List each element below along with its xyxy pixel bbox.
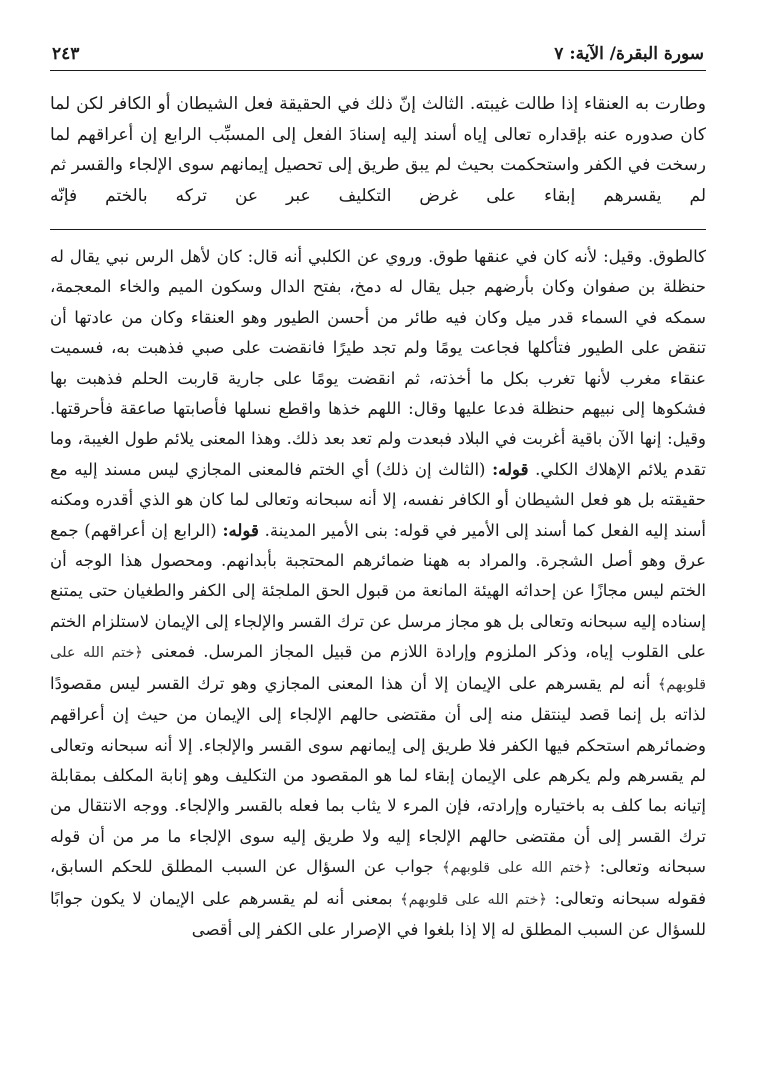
main-text-paragraph: وطارت به العنقاء إذا طالت غيبته. الثالث إنّ ذلك في الحقيقة فعل الشيطان أو الكافر لكن لما كان صدوره عنه بإقداره تعالى إياه أسند إليه إسنادَ الفعل إلى المسبِّب الرابع إن أعراقهم لما رسخت في الكفر واستحكمت بحيث لم يبق طريق إلى تحصيل إيمانهم سوى الإلجاء والقسر ثم لم يقسرهم إبقاء على غرض التكليف عبر عن تركه بالختم فإنّه (50, 94, 706, 206)
quran-quote-3: ﴿ختم الله على قلوبهم﴾ (400, 891, 547, 908)
qawluh-label-2: قوله: (222, 520, 259, 540)
surah-title: سورة البقرة/ الآية: ٧ (554, 44, 704, 64)
commentary-paragraph (50, 242, 706, 945)
commentary-text-3: (الرابع إن أعراقهم) جمع عرق وهو أصل الشجرة. والمراد به ههنا ضمائرهم المحتجبة بأبدانهم. ومحصول هذا الوجه أن الختم ليس مجازًا عن إحداثه الهيئة المانعة من قبول الحق الملجئة إلى الكفر والطغيان حتى يمتنع إسناده إليه سبحانه وتعالى بل هو مجاز مرسل عن ترك القسر والإلجاء إلى الإيمان لاستلزام الختم على القلوب إياه، وذكر الملزوم وإرادة اللازم من قبيل المجاز المرسل. فمعنى (50, 520, 707, 662)
quran-quote-2: ﴿ختم الله على قلوبهم﴾ (441, 860, 592, 877)
main-text-block (50, 89, 706, 211)
commentary-block (50, 242, 706, 945)
quran-quote-1: ﴿ختم الله على قلوبهم﴾ (50, 645, 706, 693)
commentary-text-4: أنه لم يقسرهم على الإيمان إلا أن هذا المعنى المجازي وهو ترك القسر ليس مقصودًا لذاته بل إنما قصد لينتقل منه إلى أن مقتضى حالهم الإلجاء إلى الإيمان من حيث إن أعراقهم وضمائرهم استحكم فيها الكفر فلا طريق إلى إيمانهم سوى القسر والإلجاء. إلا أنه سبحانه وتعالى لم يقسرهم ولم يكرهم على الإيمان إبقاء لما هو المقصود من التكليف وهو إنابة المكلف بمقابلة إتيانه بما كلف به باختياره وإرادته، فإن المرء لا يثاب بما فعله بالقسر والإلجاء. ووجه الانتقال من ترك القسر إلى أن مقتضى حالهم الإلجاء إليه ولا طريق إليه سوى الإلجاء ما مر من أن قوله سبحانه وتعالى: (50, 673, 706, 877)
commentary-text-6: بمعنى أنه لم يقسرهم على الإيمان لا يكون جوابًا للسؤال عن السبب المطلق له إلا إذا بلغوا في الإصرار على الكفر إلى أقصى (50, 888, 706, 939)
commentary-text-2: (الثالث إن ذلك) أي الختم فالمعنى المجازي ليس مسند إليه مع حقيقته بل هو فعل الشيطان أو الكافر نفسه، إلا أنه سبحانه وتعالى لما كان هو الذي أقدره ومكنه أسند إليه الفعل كما أسند إلى الأمير في قوله: بنى الأمير المدينة. (50, 459, 706, 540)
qawluh-label-1: قوله: (492, 459, 529, 479)
page-number: ٢٤٣ (52, 44, 80, 64)
commentary-text-1: كالطوق. وقيل: لأنه كان في عنقها طوق. وروي عن الكلبي أنه قال: كان لأهل الرس نبي يقال له حنظلة بن صفوان وكان بأرضهم جبل يقال له دمخ، بفتح الدال وسكون الميم والخاء المعجمة، سمكه في السماء قدر ميل وكان فيه طائر من أحسن الطيور وهو العنقاء وكان من عادتها أن تنقض على الطيور فتأكلها فجاعت يومًا ولم تجد طيرًا فانقضت على صبي فذهبت به، فسميت عنقاء مغرب لأنها تغرب بكل ما أخذته، ثم انقضت يومًا على جارية قاربت الحلم فذهبت بها فشكوها إلى نبيهم حنظلة فدعا عليها وقال: اللهم خذها واقطع نسلها فأصابتها صاعقة فأحرقتها. وقيل: إنها الآن باقية أغربت في البلاد فبعدت ولم تعد بعد ذلك. وهذا المعنى يلائم طول الغيبة، وما تقدم يلائم الإهلاك الكلي. (50, 247, 706, 479)
footnote-separator (50, 229, 706, 230)
page-header (50, 34, 706, 71)
commentary-text-5: جواب عن السؤال عن السبب المطلق للحكم السابق، فقوله سبحانه وتعالى: (50, 857, 707, 908)
